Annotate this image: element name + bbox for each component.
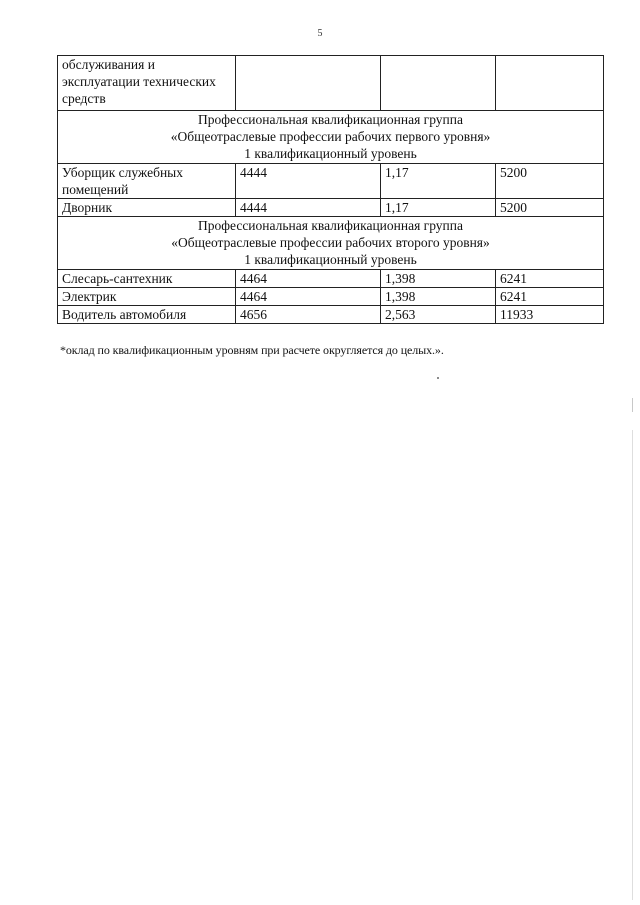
position-cell: Слесарь-сантехник bbox=[58, 270, 236, 288]
position-cell: Водитель автомобиля bbox=[58, 306, 236, 324]
scan-speck bbox=[437, 377, 439, 379]
coefficient-cell: 1,398 bbox=[381, 288, 496, 306]
table-row bbox=[58, 288, 604, 306]
position-cell: обслуживания и эксплуатации технических средств bbox=[58, 56, 236, 111]
salary-cell: 6241 bbox=[496, 270, 604, 288]
qualification-level: 1 квалификационный уровень bbox=[244, 146, 417, 161]
coefficient-cell bbox=[381, 56, 496, 111]
scan-edge-mark bbox=[632, 398, 633, 412]
salary-cell: 5200 bbox=[496, 164, 604, 199]
group-subtitle: «Общеотраслевые профессии рабочих второго уровня» bbox=[171, 235, 490, 250]
salary-cell: 6241 bbox=[496, 288, 604, 306]
qualification-level: 1 квалификационный уровень bbox=[244, 252, 417, 267]
rate-cell: 4464 bbox=[236, 288, 381, 306]
position-cell: Электрик bbox=[58, 288, 236, 306]
group-subtitle: «Общеотраслевые профессии рабочих первого уровня» bbox=[170, 129, 491, 144]
table-row bbox=[58, 199, 604, 217]
coefficient-cell: 2,563 bbox=[381, 306, 496, 324]
table-row bbox=[58, 306, 604, 324]
table-row bbox=[58, 164, 604, 199]
rate-cell: 4464 bbox=[236, 270, 381, 288]
rate-cell: 4444 bbox=[236, 199, 381, 217]
footnote: *оклад по квалификационным уровням при расчете округляется до целых.». bbox=[60, 343, 444, 357]
group-header bbox=[58, 111, 604, 164]
coefficient-cell: 1,17 bbox=[381, 199, 496, 217]
coefficient-cell: 1,398 bbox=[381, 270, 496, 288]
salary-table bbox=[57, 55, 604, 324]
group-header-row bbox=[58, 217, 604, 270]
rate-cell: 4656 bbox=[236, 306, 381, 324]
page-number: 5 bbox=[317, 28, 323, 39]
group-title: Профессиональная квалификационная группа bbox=[198, 112, 463, 127]
salary-cell: 11933 bbox=[496, 306, 604, 324]
rate-cell: 4444 bbox=[236, 164, 381, 199]
table-row bbox=[58, 56, 604, 111]
group-header bbox=[58, 217, 604, 270]
rate-cell bbox=[236, 56, 381, 111]
coefficient-cell: 1,17 bbox=[381, 164, 496, 199]
table-row bbox=[58, 270, 604, 288]
group-title: Профессиональная квалификационная группа bbox=[198, 218, 463, 233]
group-header-row bbox=[58, 111, 604, 164]
position-cell: Дворник bbox=[58, 199, 236, 217]
salary-cell bbox=[496, 56, 604, 111]
position-cell: Уборщик служебных помещений bbox=[58, 164, 236, 199]
salary-cell: 5200 bbox=[496, 199, 604, 217]
scan-edge-mark bbox=[632, 430, 633, 900]
